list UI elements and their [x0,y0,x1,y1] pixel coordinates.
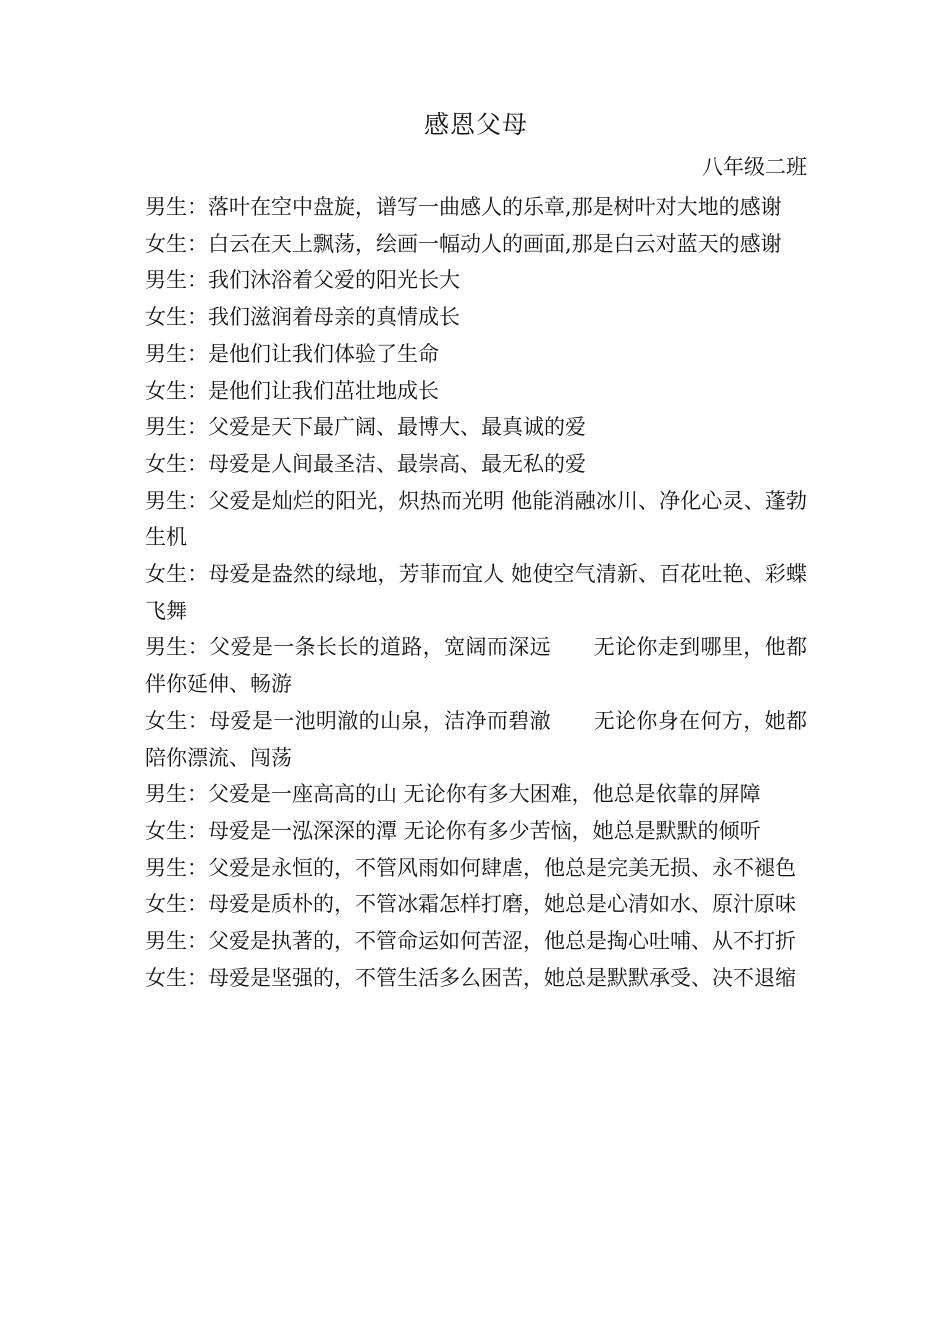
dialogue-line: 男生：父爱是一条长长的道路，宽阔而深远 无论你走到哪里，他都伴你延伸、畅游 [145,635,807,697]
dialogue-lines [145,189,807,996]
document-title: 感恩父母 [423,110,528,139]
dialogue-line: 男生：父爱是执著的，不管命运如何苦涩，他总是掏心吐哺、从不打折 [145,929,796,954]
dialogue-line: 男生：落叶在空中盘旋，谱写一曲感人的乐章,那是树叶对大地的感谢 [145,195,782,219]
dialogue-line: 男生：父爱是灿烂的阳光，炽热而光明 他能消融冰川、净化心灵、蓬勃生机 [145,488,807,550]
dialogue-line: 女生：母爱是坚强的，不管生活多么困苦，她总是默默承受、决不退缩 [145,965,796,990]
dialogue-line: 男生：父爱是永恒的，不管风雨如何肆虐，他总是完美无损、永不褪色 [145,855,796,880]
dialogue-line: 女生：白云在天上飘荡，绘画一幅动人的画面,那是白云对蓝天的感谢 [145,231,782,256]
dialogue-line: 女生：母爱是质朴的，不管冰霜怎样打磨，她总是心清如水、原汁原味 [145,892,796,917]
dialogue-line: 女生：母爱是一池明澈的山泉，洁净而碧澈 无论你身在何方，她都陪你漂流、闯荡 [145,708,807,770]
dialogue-line: 男生：父爱是天下最广阔、最博大、最真诚的爱 [145,415,586,440]
dialogue-line: 男生：父爱是一座高高的山 无论你有多大困难，他总是依靠的屏障 [145,782,761,807]
dialogue-line: 女生：母爱是一泓深深的潭 无论你有多少苦恼，她总是默默的倾听 [145,818,761,843]
dialogue-line: 女生：是他们让我们茁壮地成长 [145,378,439,403]
class-name: 八年级二班 [702,155,807,179]
dialogue-line: 女生：我们滋润着母亲的真情成长 [145,305,460,330]
dialogue-line: 女生：母爱是盎然的绿地，芳菲而宜人 她使空气清新、百花吐艳、彩蝶飞舞 [145,562,807,623]
dialogue-line: 男生：是他们让我们体验了生命 [145,341,439,366]
dialogue-line: 女生：母爱是人间最圣洁、最崇高、最无私的爱 [145,451,586,476]
dialogue-line: 男生：我们沐浴着父爱的阳光长大 [145,268,460,293]
document-page [145,0,807,1344]
